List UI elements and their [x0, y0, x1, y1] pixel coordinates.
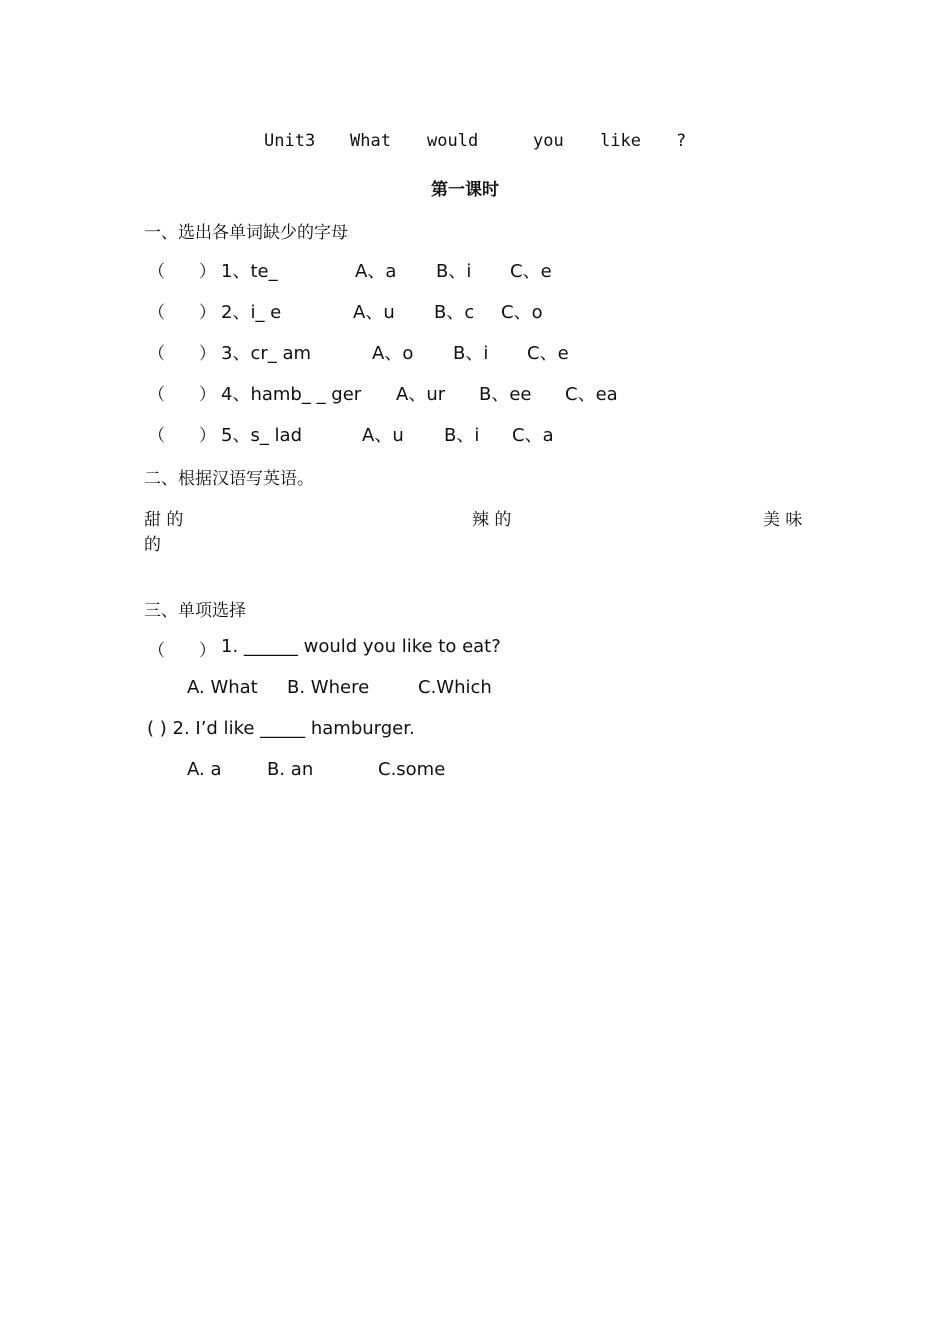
option-c: C、o: [501, 302, 543, 323]
option-b: B、ee: [479, 384, 532, 405]
title-word-unit: Unit3: [264, 131, 316, 151]
question-word: 1、te_: [221, 261, 278, 282]
option-a: A、ur: [396, 384, 446, 405]
title-word-would: would: [427, 131, 479, 151]
option-c: C、e: [527, 343, 569, 364]
option-a: A、u: [353, 302, 395, 323]
option-a: A. What: [187, 677, 258, 698]
word-delicious-continued: 的: [144, 535, 161, 555]
answer-parens: （ ）: [148, 385, 216, 405]
answer-parens: （ ）: [148, 641, 216, 661]
question-word: 4、hamb_ _ ger: [221, 384, 362, 405]
option-c: C.some: [378, 759, 446, 780]
option-c: C、e: [510, 261, 552, 282]
word-spicy: 辣 的: [472, 510, 512, 530]
option-b: B、i: [453, 343, 489, 364]
section3-heading: 三、单项选择: [144, 601, 246, 621]
answer-parens: （ ）: [148, 262, 216, 282]
option-c: C.Which: [418, 677, 492, 698]
section1-heading: 一、选出各单词缺少的字母: [144, 223, 348, 243]
title-question-mark: ?: [676, 131, 687, 151]
title-word-what: What: [350, 131, 391, 151]
question-word: 5、s_ lad: [221, 425, 303, 446]
option-b: B. an: [267, 759, 314, 780]
option-b: B、i: [444, 425, 480, 446]
question-word: 2、i_ e: [221, 302, 282, 323]
question-text: 1. ______ would you like to eat?: [221, 636, 501, 657]
option-c: C、a: [512, 425, 554, 446]
section2-heading: 二、根据汉语写英语。: [144, 469, 314, 489]
word-delicious: 美 味: [763, 510, 803, 530]
answer-parens: （ ）: [148, 303, 216, 323]
title-word-like: like: [600, 131, 641, 151]
title-word-you: you: [533, 131, 564, 151]
option-b: B. Where: [287, 677, 370, 698]
answer-parens: （ ）: [148, 344, 216, 364]
option-a: A. a: [187, 759, 222, 780]
option-b: B、c: [434, 302, 475, 323]
option-a: A、a: [355, 261, 397, 282]
option-b: B、i: [436, 261, 472, 282]
option-a: A、u: [362, 425, 404, 446]
question-text: ( ) 2. I’d like _____ hamburger.: [147, 718, 415, 739]
lesson-subtitle: 第一课时: [431, 180, 499, 200]
word-sweet: 甜 的: [144, 510, 184, 530]
option-a: A、o: [372, 343, 414, 364]
option-c: C、ea: [565, 384, 618, 405]
answer-parens: （ ）: [148, 426, 216, 446]
question-word: 3、cr_ am: [221, 343, 312, 364]
